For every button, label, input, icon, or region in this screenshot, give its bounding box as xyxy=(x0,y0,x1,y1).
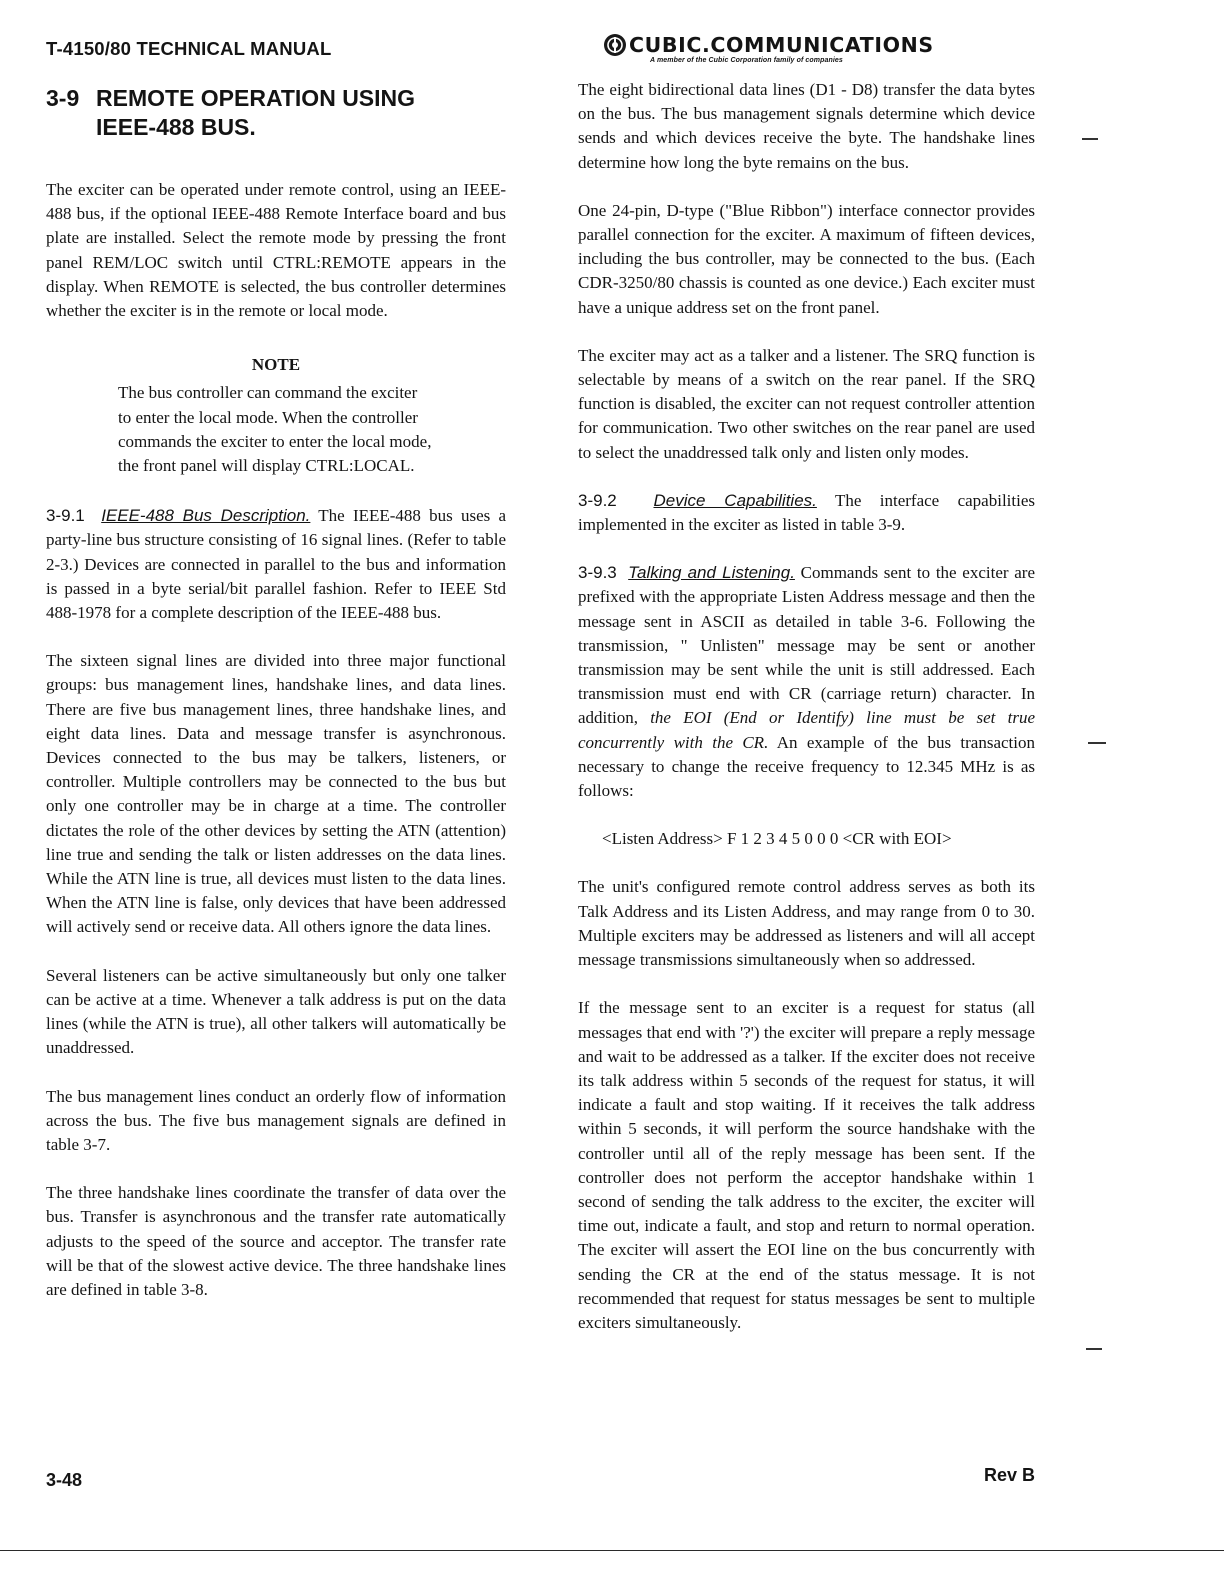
cubic-globe-icon xyxy=(604,34,626,56)
subsection-number: 3-9.3 xyxy=(578,563,617,583)
manual-title: T-4150/80 TECHNICAL MANUAL xyxy=(46,38,332,59)
subsection-text: Commands sent to the exciter are prefixed with the appropriate Listen Address message and then the message sent in ASCII as detailed in table 3-6. Following the transmission, " Unlisten" message may be sent or another transmission may be sent while the unit is still addressed. Each transmission must end with CR (carriage return) character. In addition, xyxy=(578,563,1035,728)
subsection-text: The IEEE-488 bus uses a party-line bus structure consisting of 16 signal lines. (Refer to table 2-3.) Devices are connected in parallel to the bus and information is passed in a byte serial/bit parallel fashion. Refer to IEEE Std 488-1978 for a complete description of the IEEE-488 bus. xyxy=(46,506,507,623)
subsection-number: 3-9.1 xyxy=(46,506,85,526)
margin-mark xyxy=(1088,742,1106,744)
note-title: NOTE xyxy=(251,355,301,375)
talking-listening-paragraph xyxy=(578,561,1035,803)
subsection-title: Talking and Listening. xyxy=(628,563,795,583)
bus-transaction-example: <Listen Address> F 1 2 3 4 5 0 0 0 <CR with EOI> xyxy=(602,829,952,849)
page-number: 3-48 xyxy=(46,1470,83,1490)
note-body: The bus controller can command the exciter to enter the local mode. When the controller commands the exciter to enter the local mode, the front panel will display CTRL:LOCAL. xyxy=(118,383,432,476)
subsection-title: IEEE-488 Bus Description. xyxy=(101,506,311,526)
signal-groups-paragraph: The sixteen signal lines are divided into three major functional groups: bus management lines, handshake lines, and data lines. There are five bus management lines, three handshake lines, and eight data lines. Data and message transfer is asynchronous. Devices connected to the bus may be talkers, listeners, or controller. Multiple controllers may be connected to the bus but only one controller may be in charge at a time. The controller dictates the role of the other devices by setting the ATN (attention) line true and sending the talk or listen addresses on the data lines. While the ATN line is true, all devices must listen to the data lines. When the ATN line is false, only devices that have been addressed will actively send or receive data. All others ignore the data lines. xyxy=(46,651,506,937)
brand-name: CUBIC.COMMUNICATIONS xyxy=(629,33,934,57)
left-column xyxy=(46,84,506,1302)
brand-tagline: A member of the Cubic Corporation family of companies xyxy=(650,57,843,64)
revision-label: Rev B xyxy=(984,1465,1036,1485)
talker-listener-paragraph: The exciter may act as a talker and a listener. The SRQ function is selectable by means of a switch on the rear panel. If the SRQ function is disabled, the exciter can not request controller attention for communication. Two other switches on the rear panel are used to select the unaddressed talk only and listen only modes. xyxy=(578,345,1035,462)
address-paragraph: The unit's configured remote control address serves as both its Talk Address and its Listen Address, and may range from 0 to 30. Multiple exciters may be addressed as listeners and will all accept message transmissions simultaneously when so addressed. xyxy=(578,877,1035,970)
brand-header xyxy=(604,33,1044,64)
right-column xyxy=(578,78,1035,1335)
section-title-line1: REMOTE OPERATION USING xyxy=(96,85,416,111)
eoi-emphasis: the EOI (End or Identify) line must be set true concurrently with the CR. xyxy=(578,708,1035,752)
intro-paragraph: The exciter can be operated under remote control, using an IEEE-488 bus, if the optional IEEE-488 Remote Interface board and bus plate are installed. Select the remote mode by pressing the front panel REM/LOC switch until CTRL:REMOTE appears in the display. When REMOTE is selected, the bus controller determines whether the exciter is in the remote or local mode. xyxy=(46,180,506,321)
connector-paragraph: One 24-pin, D-type ("Blue Ribbon") interface connector provides parallel connection for the exciter. A maximum of fifteen devices, including the bus controller, may be connected to the bus. (Each CDR-3250/80 chassis is counted as one device.) Each exciter must have a unique address set on the front panel. xyxy=(578,200,1035,317)
listeners-paragraph: Several listeners can be active simultaneously but only one talker can be active at a time. Whenever a talk address is put on the data lines (while the ATN is true), all other talkers will automatically be unaddressed. xyxy=(46,965,506,1058)
management-lines-paragraph: The bus management lines conduct an orderly flow of information across the bus. The five bus management signals are defined in table 3-7. xyxy=(46,1086,506,1154)
margin-mark xyxy=(1086,1348,1102,1350)
bottom-rule xyxy=(0,1550,1224,1551)
brand-row xyxy=(604,33,1044,57)
margin-mark xyxy=(1082,138,1098,140)
subsection-text: The interface capabilities implemented in the exciter as listed in table 3-9. xyxy=(578,490,1035,535)
device-capabilities-paragraph xyxy=(578,489,1035,537)
handshake-lines-paragraph: The three handshake lines coordinate the transfer of data over the bus. Transfer is asynchronous and the transfer rate automatically adjusts to the speed of the source and acceptor. The transfer rate will be that of the slowest active device. The three handshake lines are defined in table 3-8. xyxy=(46,1183,506,1299)
bus-description-paragraph xyxy=(46,504,506,625)
section-heading xyxy=(46,84,506,142)
data-lines-paragraph: The eight bidirectional data lines (D1 - D8) transfer the data bytes on the bus. The bus management signals determine which device sends and which devices receive the byte. The handshake lines determine how long the byte remains on the bus. xyxy=(578,80,1035,172)
status-request-paragraph: If the message sent to an exciter is a request for status (all messages that end with '?') the exciter will prepare a reply message and wait to be addressed as a talker. If the exciter does not receive its talk address within 5 seconds of the request for status, it will indicate a fault and stop waiting. If it receives the talk address within 5 seconds, it will perform the source handshake with the controller until all of the reply message has been sent. If the controller does not perform the acceptor handshake within 1 second of sending the talk address to the exciter, the exciter will time out, indicate a fault, and stop and return to normal operation. The exciter will assert the EOI line on the bus concurrently with sending the CR at the end of the status message. It is not recommended that request for status messages be sent to multiple exciters simultaneously. xyxy=(578,998,1035,1332)
subsection-text-end: An example of the bus transaction necessary to change the receive frequency to 12.345 MHz is as follows: xyxy=(578,732,1035,801)
section-title-line2: IEEE-488 BUS. xyxy=(96,114,256,140)
section-number: 3-9 xyxy=(46,85,80,111)
subsection-number: 3-9.2 xyxy=(578,490,617,510)
subsection-title: Device Capabilities. xyxy=(653,490,817,510)
